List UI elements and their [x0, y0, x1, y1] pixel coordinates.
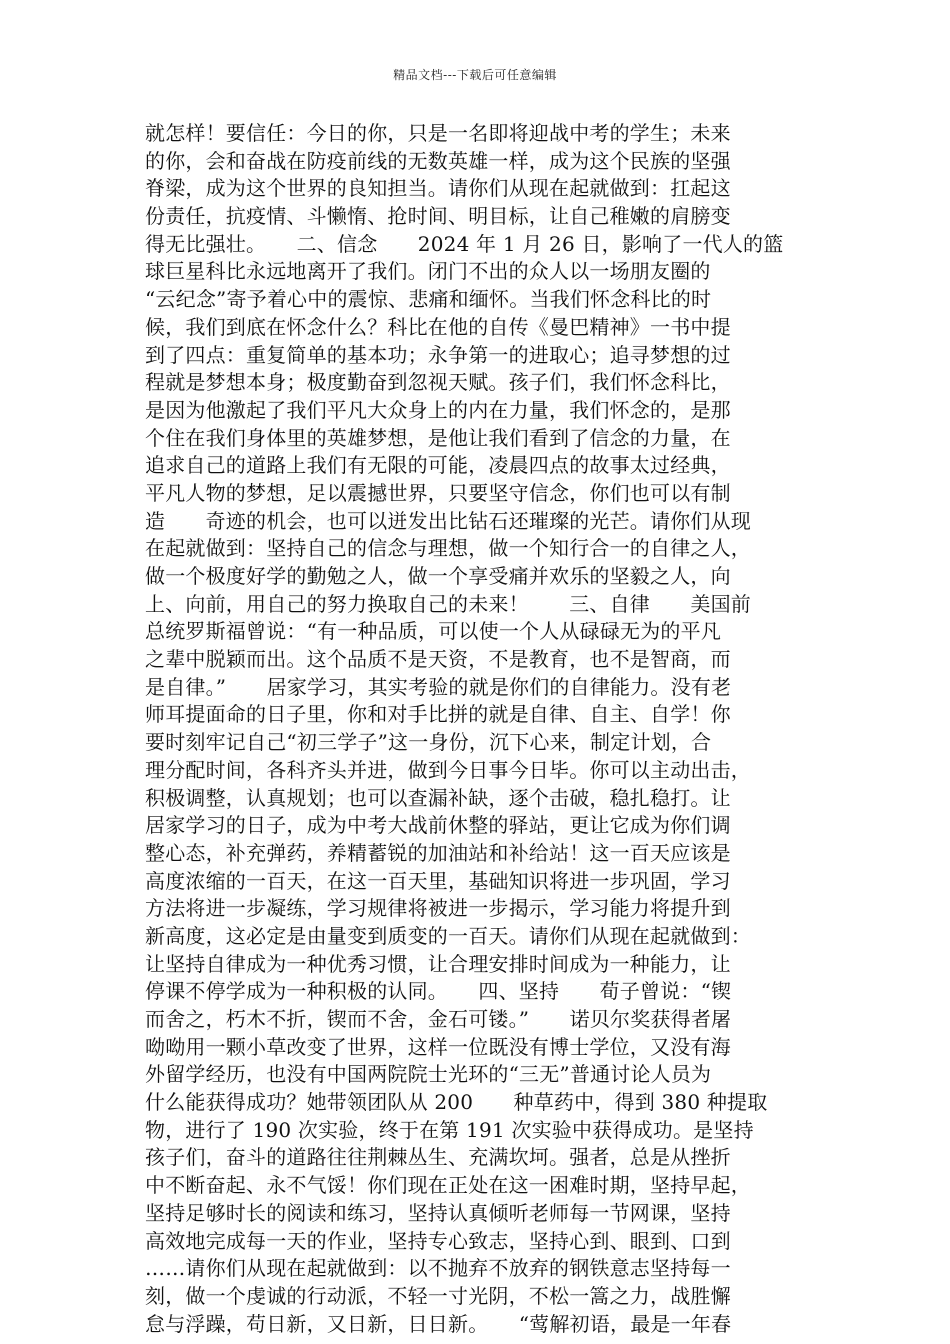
- text-line: 整心态，补充弹药，养精蓄锐的加油站和补给站！这一百天应该是: [145, 840, 731, 865]
- text-line: 程就是梦想本身；极度勤奋到忽视天赋。孩子们，我们怀念科比，: [145, 370, 731, 395]
- text-line: “云纪念”寄予着心中的震惊、悲痛和缅怀。当我们怀念科比的时: [145, 287, 712, 312]
- text-line: 平凡人物的梦想，足以震撼世界，只要坚守信念，你们也可以有制: [145, 480, 731, 505]
- text-line: 怠与浮躁，苟日新，又日新，日日新。 “莺解初语，最是一年春: [145, 1311, 732, 1336]
- text-line: 个住在我们身体里的英雄梦想，是他让我们看到了信念的力量，在: [145, 425, 731, 450]
- text-line: 是自律。” 居家学习，其实考验的就是你们的自律能力。没有老: [145, 674, 732, 699]
- text-line: 得无比强壮。 二、信念 2024 年 1 月 26 日，影响了一代人的篮: [145, 231, 784, 256]
- text-line: 方法将进一步凝练，学习规律将被进一步揭示，学习能力将提升到: [145, 896, 731, 921]
- text-line: 孩子们，奋斗的道路往往荆棘丛生、充满坎坷。强者，总是从挫折: [145, 1145, 731, 1170]
- text-line: 追求自己的道路上我们有无限的可能，凌晨四点的故事太过经典，: [145, 453, 731, 478]
- text-line: 呦呦用一颗小草改变了世界，这样一位既没有博士学位，又没有海: [145, 1034, 731, 1059]
- text-line: 坚持足够时长的阅读和练习，坚持认真倾听老师每一节网课，坚持: [145, 1200, 731, 1225]
- text-line: 什么能获得成功？她带领团队从 200 种草药中，得到 380 种提取: [145, 1090, 768, 1115]
- text-line: 上、向前，用自己的努力换取自己的未来！ 三、自律 美国前: [145, 591, 751, 616]
- text-line: 要时刻牢记自己“初三学子”这一身份，沉下心来，制定计划，合: [145, 730, 712, 755]
- text-line: 之辈中脱颖而出。这个品质不是天资，不是教育，也不是智商，而: [145, 647, 731, 672]
- text-line: 让坚持自律成为一种优秀习惯，让合理安排时间成为一种能力，让: [145, 951, 731, 976]
- text-line: 高效地完成每一天的作业，坚持专心致志，坚持心到、眼到、口到: [145, 1228, 731, 1253]
- text-line: 高度浓缩的一百天，在这一百天里，基础知识将进一步巩固，学习: [145, 868, 731, 893]
- text-line: 物，进行了 190 次实验，终于在第 191 次实验中获得成功。是坚持: [145, 1117, 754, 1142]
- text-line: 在起就做到：坚持自己的信念与理想，做一个知行合一的自律之人，: [145, 536, 751, 561]
- text-line: 停课不停学成为一种积极的认同。 四、坚持 荀子曾说：“锲: [145, 979, 732, 1004]
- text-line: 的你，会和奋战在防疫前线的无数英雄一样，成为这个民族的坚强: [145, 148, 731, 173]
- text-line: ……请你们从现在起就做到：以不抛弃不放弃的钢铁意志坚持每一: [145, 1256, 731, 1281]
- text-line: 就怎样！要信任：今日的你，只是一名即将迎战中考的学生；未来: [145, 121, 731, 145]
- text-line: 居家学习的日子，成为中考大战前休整的驿站，更让它成为你们调: [145, 813, 731, 838]
- text-line: 刻，做一个虔诚的行动派，不轻一寸光阴，不松一篙之力，战胜懈: [145, 1283, 731, 1308]
- text-line: 理分配时间，各科齐头并进，做到今日事今日毕。你可以主动出击，: [145, 757, 751, 782]
- text-line: 积极调整，认真规划；也可以查漏补缺，逐个击破，稳扎稳打。让: [145, 785, 731, 810]
- text-line: 球巨星科比永远地离开了我们。闭门不出的众人以一场朋友圈的: [145, 259, 711, 284]
- text-line: 脊梁，成为这个世界的良知担当。请你们从现在起就做到：扛起这: [145, 176, 731, 201]
- text-line: 到了四点：重复简单的基本功；永争第一的进取心；追寻梦想的过: [145, 342, 731, 367]
- text-line: 总统罗斯福曾说：“有一种品质，可以使一个人从碌碌无为的平凡: [145, 619, 722, 644]
- text-line: 是因为他激起了我们平凡大众身上的内在力量，我们怀念的，是那: [145, 397, 731, 422]
- text-line: 新高度，这必定是由量变到质变的一百天。请你们从现在起就做到：: [145, 923, 751, 948]
- text-line: 外留学经历，也没有中国两院院士光环的“三无”普通讨论人员为: [145, 1062, 712, 1087]
- text-line: 而舍之，朽木不折，锲而不舍，金石可镂。” 诺贝尔奖获得者屠: [145, 1007, 732, 1031]
- document-body: [145, 120, 805, 1338]
- text-line: 份责任，抗疫情、斗懒惰、抢时间、明目标，让自己稚嫩的肩膀变: [145, 204, 731, 229]
- text-line: 师耳提面命的日子里，你和对手比拼的就是自律、自主、自学！你: [145, 702, 731, 727]
- text-line: 中不断奋起、永不气馁！你们现在正处在这一困难时期，坚持早起，: [145, 1173, 751, 1198]
- text-line: 候，我们到底在怀念什么？科比在他的自传《曼巴精神》一书中提: [145, 314, 731, 339]
- text-line: 造 奇迹的机会，也可以迸发出比钻石还璀璨的光芒。请你们从现: [145, 508, 751, 533]
- text-line: 做一个极度好学的勤勉之人，做一个享受痛并欢乐的坚毅之人，向: [145, 564, 731, 588]
- page-header: 精品文档---下载后可任意编辑: [393, 68, 557, 82]
